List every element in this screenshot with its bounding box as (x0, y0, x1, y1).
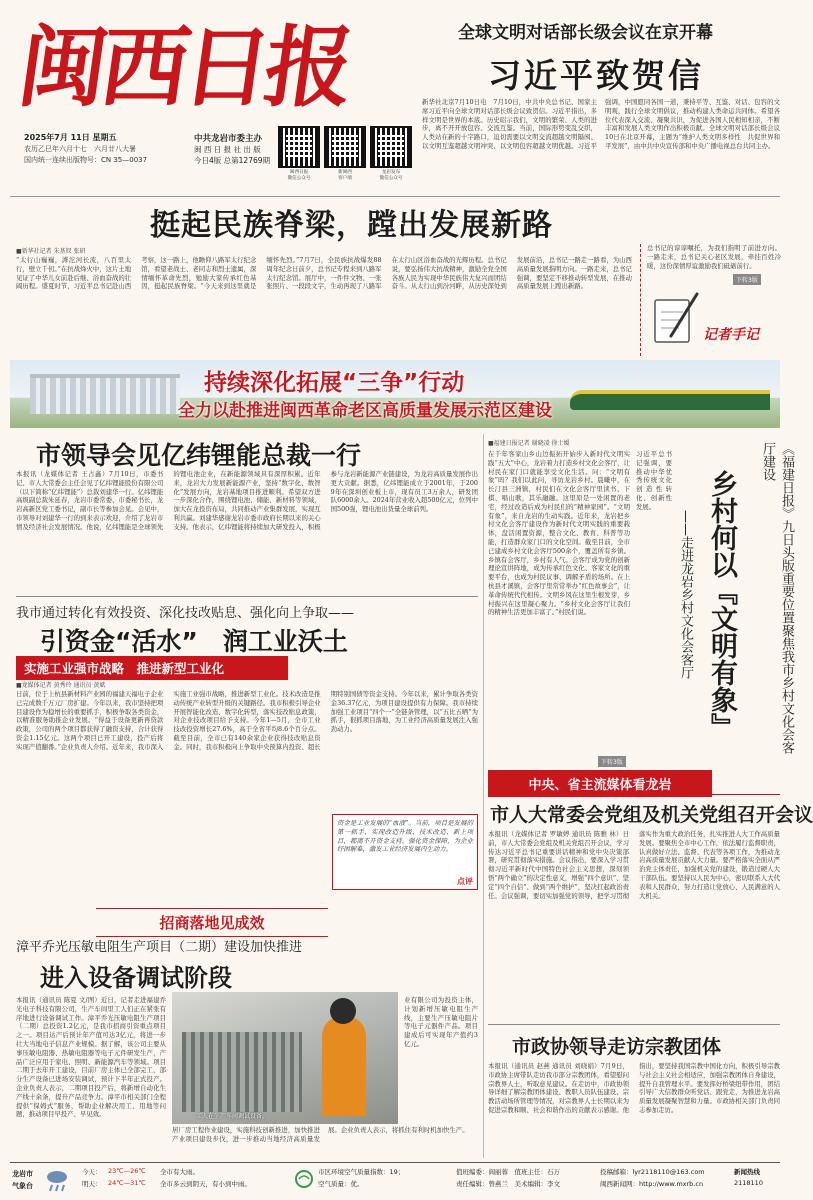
masthead-date: 2025年7月 11日 星期五 (24, 133, 117, 142)
li-headline: 市领导会见亿纬锂能总裁一行 (36, 441, 362, 470)
hotline-label: 新闻热线 (734, 1168, 760, 1176)
qr-caption-3: 龙岩发布 微信公众号 (379, 170, 403, 181)
weather-tomorrow-desc: 全市多云到阴天，有小到中雨。 (160, 1180, 251, 1188)
invest-kicker: 我市通过转化有效投资、深化技改贴息、强化向上争取—— (16, 606, 355, 621)
project-photo (172, 992, 398, 1124)
invest-sidebar-text: 资金是工业发展的“血液”。当前，项目是发展的第一抓手，实现改造升级、技术改造、新上项目，都离不开资金支持。强化资金保障，为企业纾困解难，激发工业经济发展内生动力。 (337, 819, 473, 854)
masthead-issn: 国内统一连续出版物号：CN 35—0037 (24, 156, 148, 164)
pen-notebook-icon (651, 290, 699, 346)
masthead-sponsor-1: 中共龙岩市委主办 (194, 134, 263, 144)
banner-photo (10, 360, 780, 428)
worker-figure (322, 1016, 366, 1116)
project-body-cont: 居厂房工程作业建设，实施科技创新推进，加快推进产业项目建设步伐，进一步推动当地经济高质量发展。企业负责人表示，将抓住有利时机加快生产。 (172, 1126, 469, 1143)
website-line[interactable]: 闽西新闻网：http://www.mxrb.cn (600, 1180, 704, 1188)
culture-body: 在千年客家山乡山边振拓开始步入新时代文明实践“五大”中心，龙岩着力打造乡村文化会客厅，让村民在家门口就能享受文化生活。问：“文明有象”吗？我们以此问，寻访龙岩乡村。晨曦中，在长汀县三洲镇，村民们在文化会客厅里读书、下棋、唱山歌，其乐融融。这里原是一处闲置的老宅，经过改造后成为村民们的“精神家园”。“文明有象”，来自龙岩的生动实践。近年来，龙岩把乡村文化会客厅建设作为新时代文明实践的重要载体，盘活闲置资源，整合文化、教育、科普等功能，打造群众家门口的文化空间。截至目前，全市已建成乡村文化会客厅500余个，覆盖所有乡镇。乡镇有会客厅，乡村有人气。会客厅成为党的创新理论宣讲阵地，成为传承红色文化、客家文化的重要平台，也成为村民议事、调解矛盾的场所。在上杭县才溪镇，会客厅里常常举办“红色故事会”，让革命传统代代相传。文明乡风在这里生根发芽，乡村振兴在这里凝心聚力。“乡村文化会客厅让我们的精神生活更加丰富了。”村民们说。 (488, 450, 630, 617)
aqi-label: 市区环境空气质量指数：19； (318, 1168, 405, 1176)
weather-tomorrow-temp: 24℃—31℃ (108, 1179, 146, 1187)
feature-jump[interactable]: 下转3版 (733, 274, 761, 285)
footer (10, 1162, 780, 1196)
project-aside: 业有限公司为投资主体，计划新增压敏电阻生产线，主要生产压敏电阻片等电子元器件产品。项目建成后可实现年产值约3亿元。 (404, 996, 478, 1048)
project-kicker: 漳平乔光压敏电阻生产项目（二期）建设加快推进 (16, 940, 303, 955)
feature-note-box (640, 244, 782, 356)
weather-label: 气象台 (12, 1182, 33, 1190)
banner-line-2: 全力以赴推进闽西革命老区高质量发展示范区建设 (178, 401, 552, 421)
aqi-level: 空气质量：优。 (318, 1180, 364, 1188)
culture-jump[interactable]: 下转3版 (598, 756, 626, 767)
project-subbanner: 招商落地见成效 (96, 908, 328, 937)
culture-subhead: ——走进龙岩乡村文化会客厅 (678, 510, 693, 679)
qr-code-app[interactable] (324, 126, 366, 168)
qr-caption-1: 闽西日报 微信公众号 (287, 170, 311, 181)
culture-headline: 乡村何以『文明有象』 (706, 470, 737, 740)
weather-today-label: 今天： (82, 1168, 102, 1176)
npc-divider (488, 1024, 780, 1025)
masthead-logo-text: 闽西日报 (12, 15, 355, 119)
rain-cloud-icon (44, 1167, 70, 1193)
feature-body: “太行山巍巍，滹沱河长流，八百里太行，壁立千仞。”在抗战烽火中，这片土地见证了中华儿女前赴后继、浴血奋战的壮阔历程。盛夏时节，习近平总书记赴山西考察，这一路上，他瞻仰八路军太行纪念馆，看望老战士、老同志和烈士遗属，深情缅怀革命先烈，勉励大家传承红色基因，挺起民族脊梁。“今天来到这里就是缅怀先烈。”7月7日，全民族抗战爆发88周年纪念日前夕，总书记专程来到八路军太行纪念馆。展厅中，一件件文物、一张张照片、一段段文字，生动再现了八路军在太行山区浴血奋战的光辉历程。总书记说，要弘扬伟大抗战精神，激励全党全国各族人民为实现中华民族伟大复兴而团结奋斗。从太行山到汾河畔，从历史深处到发展前沿，总书记一路走一路看，为山西高质量发展指明方向。一路走来，总书记强调，要坚定不移推动转型发展，在推动高质量发展上蹚出新路。 (16, 256, 632, 291)
editor-line-2: 责任编辑：曾燕兰 美术编辑：李文 (456, 1180, 560, 1188)
top-story-kicker: 全球文明对话部长级会议在京开幕 (458, 23, 713, 43)
invest-body: 日前，位于上杭县新材料产业园的福建天福电子企业已完成数千万元厂房扩建。今年以来，我市坚持把项目建设作为稳增长的重要抓手，积极争取各类资金，以精准服务助推企业发展。“得益于设备更新再贷款政策，公司的两个项目都获得了融资支持，合计获得资金1.15亿元。这两个项目已开工建设，投产后将实现产值翻番。”企业负责人介绍。近年来，我市深入实施工业强市战略，推进新型工业化。技术改造是推动传统产业转型升级的关键路径。我市积极引导企业开展智能化改造、数字化转型，落实技改贴息政策，对企业技改项目给予支持。今年1—5月，全市工业技改投资增长27.6%，高于全省平均8.6个百分点。截至目前，全市已有140余家企业获得技改贴息资金。同时，我市积极向上争取中央预算内投资、超长期特别国债等资金支持。今年以来，累计争取各类资金36.37亿元，为项目建设提供有力保障。我市持续加强工业项目“四个一”全链条管理，以“五比五晒”为抓手，狠抓项目落地，为工业经济高质量发展注入强劲动力。 (16, 690, 478, 751)
culture-kicker: 《福建日报》九日头版重要位置聚焦我市乡村文化会客厅建设 (760, 442, 794, 754)
masthead (0, 0, 790, 196)
masthead-lunar: 农历乙巳年六月十七 六月廿八大暑 (24, 145, 136, 153)
hotline-number[interactable]: 2118110 (734, 1179, 763, 1187)
banner-line-1: 持续深化拓展“三争”行动 (204, 370, 465, 396)
column-rule-main (483, 434, 484, 1158)
email-line[interactable]: 投稿邮箱：lyr2118110@163.com (600, 1168, 705, 1176)
masthead-sponsor-2: 闽 西 日 报 社 出 版 (194, 145, 261, 154)
masthead-sponsor-3: 今日4版 总第12769期 (194, 156, 271, 165)
masthead-logo (12, 6, 356, 119)
invest-headline: 引资金“活水” 润工业沃土 (40, 627, 348, 656)
air-quality-icon (294, 1169, 314, 1189)
feature-headline: 挺起民族脊梁，蹚出发展新路 (150, 208, 553, 243)
npc-headline: 市人大常委会党组及机关党组召开会议 (490, 804, 813, 826)
feature-note-body: 总书记的谆谆嘱托，为我们指明了前进方向。一路走来，总书记关心老区发展，牵挂百姓冷暖，这份深情厚谊激励我们砥砺前行。 (647, 244, 781, 270)
li-divider (16, 596, 478, 597)
masthead-divider (10, 196, 780, 197)
culture-byline: ■福建日报记者 谢晓凌 徐士媛 (488, 440, 570, 447)
editor-line-1: 值班编委：阎丽蓉 值班主任：石万 (456, 1168, 560, 1176)
cppcc-body: 本报讯（通讯员 赵燕 通讯员 刘晓娟）7月9日，市政协主席带队走访我市部分宗教团体，看望慰问宗教界人士，听取意见建议。在走访中，市政协领导详细了解宗教团体建设、教职人员队伍建设、宗教活动场所管理等情况，对宗教界人士长期以来为促进宗教和顺、社会和谐作出的贡献表示感谢。他指出，要坚持我国宗教中国化方向，积极引导宗教与社会主义社会相适应，加强宗教团体自身建设，提升自我管理水平。要发挥好桥梁纽带作用，团结引导广大信教群众听党话、跟党走，为推进龙岩高质量发展凝聚智慧和力量。市政协相关部门负责同志参加走访。 (488, 1062, 780, 1114)
weather-today-desc: 全市有大雨。 (160, 1168, 199, 1176)
weather-tomorrow-label: 明天： (82, 1180, 102, 1188)
npc-body: 本报讯（龙媒体记者 罗敏婷 通讯员 陈雅 林）日前，市人大常委会党组及机关党组召开会议，学习传达习近平总书记重要讲话精神和党中央决策部署，研究贯彻落实措施。会议指出，要深入学习贯彻习近平新时代中国特色社会主义思想，深刻领悟“两个确立”的决定性意义，增强“四个意识”、坚定“四个自信”、做到“两个维护”，坚决扛起政治责任。会议强调，要切实加强党的领导，把学习贯彻落实作为重大政治任务，扎实推进人大工作高质量发展。要聚焦全市中心工作，依法履行监督职责，认真做好立法、监督、代表等各项工作，为推动龙岩高质量发展贡献人大力量。要严格落实全面从严治党主体责任，加强机关党的建设，锻造过硬人大干部队伍。要坚持以人民为中心，密切联系人大代表和人民群众，努力打造让党放心、人民满意的人大机关。 (488, 830, 780, 900)
machine-block (182, 1032, 302, 1112)
culture-body-2: 习近平总书记强调，要推动中华优秀传统文化创造性转化、创新性发展。 (636, 450, 672, 511)
npc-top-rule (488, 794, 780, 795)
culture-tag: 中央、省主流媒体看龙岩 (488, 770, 712, 797)
invest-sidebar (332, 814, 478, 890)
banner-building (30, 374, 180, 414)
worker-head (330, 998, 356, 1024)
banner-train (570, 390, 770, 410)
invest-byline: ■龙媒体记者 黄秀玲 通讯员 黄斌 (16, 682, 106, 689)
weather-today-temp: 23℃—26℃ (108, 1167, 146, 1175)
project-body: 本报讯（通讯员 陈夏 文/图）近日，记者走进福建乔光电子科技有限公司，生产车间里工人们正在紧张有序地进行设备调试工作。漳平乔光压敏电阻生产项目（二期）总投资1.2亿元，是我市招商引资重点项目之一。项目达产后预计年产值可达3亿元，将进一步壮大当地电子信息产业规模。据了解，该公司主要从事压敏电阻器、热敏电阻器等电子元件研发生产，产品广泛应用于家电、照明、新能源汽车等领域。项目二期于去年开工建设，目前厂房主体已全部完工，部分生产设备已进场安装调试，预计下半年正式投产。企业负责人表示，二期项目投产后，将新增自动化生产线十余条，提升产品竞争力。漳平市相关部门全程提供“保姆式”服务，帮助企业解决用工、用地等问题，推动项目早投产、早见效。 (16, 996, 166, 1119)
top-story-headline: 习近平致贺信 (488, 56, 704, 95)
project-headline: 进入设备调试阶段 (40, 964, 232, 992)
qr-caption-2: 新闽西 客户端 (338, 170, 352, 181)
project-photo-caption: 工人在生产车间调试设备。 (196, 1113, 269, 1120)
invest-subbanner: 实施工业强市战略 推进新型工业化 (16, 656, 288, 680)
top-story-body: 新华社北京7月10日电 7月10日，中共中央总书记、国家主席习近平向全球文明对话部长级会议致贺信。习近平指出，多样文明是世界的本底。历史昭示我们，文明的繁荣、人类的进步，离不开开放包容、交流互鉴。当前，国际形势变乱交织，人类站在新的十字路口，迫切需要以文明交流超越文明隔阂、以文明互鉴超越文明冲突、以文明包容超越文明优越。习近平强调，中国愿同各国一道，秉持平等、互鉴、对话、包容的文明观，践行全球文明倡议，推动构建人类命运共同体。希望各位代表深入交流、凝聚共识，为促进各国人民相知相亲，不断丰富和发展人类文明作出积极贡献。全球文明对话部长级会议10日在北京开幕，主题为“维护人类文明多样性 共促世界和平发展”，由中共中央宣传部和中央广播电视总台共同主办。 (422, 98, 780, 150)
li-body: 本报讯（龙媒体记者 王占鑫）7月10日，市委书记、市人大常委会主任会见了亿纬锂能股份有限公司（以下简称“亿纬锂能”）总裁刘建华一行。亿纬锂能高级副总裁朱延春，龙岩市委常委、市委秘书长，龙岩高新区党工委书记，副市长等参加会见。会见中，市领导对刘建华一行的到来表示欢迎，介绍了龙岩市情及经济社会发展情况。他说，亿纬锂能是全球领先的锂电池企业，在新能源领域具有深厚积累。近年来，龙岩大力发展新能源产业，坚持“数字化、数智化”发展方向，龙岩基地项目推进顺利。希望双方进一步深化合作，围绕锂电池、储能、新材料等领域，加大在龙投资布局，共同推动产业集群发展，实现互利共赢。刘建华感谢龙岩市委市政府长期以来的关心支持。他表示，亿纬锂能将持续加大研发投入，积极参与龙岩新能源产业链建设，为龙岩高质量发展作出更大贡献。据悉，亿纬锂能成立于2001年，于2009年在深圳创业板上市，现有员工3万余人，研发团队6000余人。2024年营业收入超500亿元，位列中国500强，锂电池出货量全球前列。 (16, 470, 478, 531)
qr-code-fabu[interactable] (370, 126, 412, 168)
weather-city: 龙岩市 (12, 1170, 33, 1178)
feature-note-label: 记者手记 (703, 327, 759, 343)
cppcc-headline: 市政协领导走访宗教团体 (512, 1036, 722, 1058)
feature-byline: ■新华社记者 朱基钗 张研 (16, 248, 86, 255)
invest-sidebar-tag: 点评 (457, 877, 473, 886)
qr-code-wechat[interactable] (278, 126, 320, 168)
